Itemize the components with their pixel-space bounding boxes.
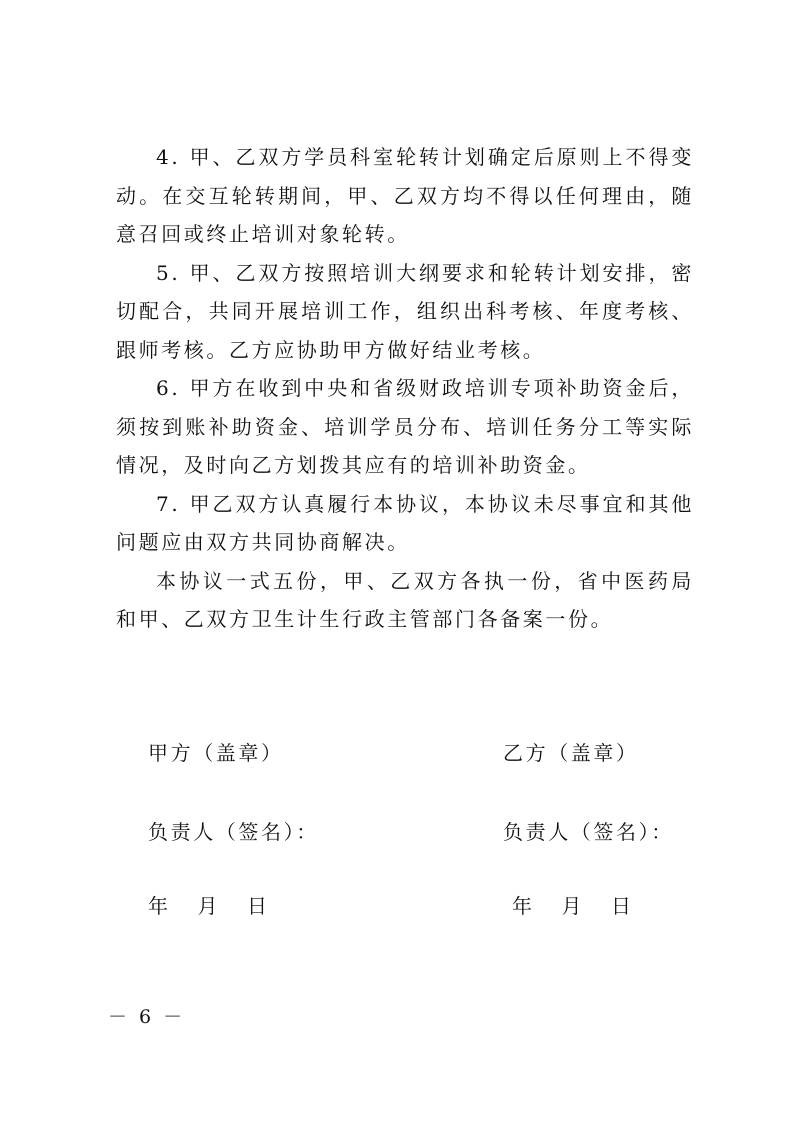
- clause-7: 7. 甲乙双方认真履行本协议，本协议未尽事宜和其他问题应由双方共同协商解决。: [116, 491, 694, 554]
- party-b-signatory-label: 负责人（签名）：: [503, 820, 674, 844]
- clause-5: 5. 甲、乙双方按照培训大纲要求和轮转计划安排，密切配合，共同开展培训工作，组织出科考核、年度考核、跟师考核。乙方应协助甲方做好结业考核。: [116, 260, 694, 362]
- clause-6: 6. 甲方在收到中央和省级财政培训专项补助资金后，须按到账补助资金、培训学员分布、培训任务分工等实际情况，及时向乙方划拨其应有的培训补助资金。: [116, 376, 694, 477]
- party-b-seal-label: 乙方（盖章）: [503, 741, 639, 765]
- agreement-body: [116, 138, 694, 639]
- copies-statement: 本协议一式五份，甲、乙双方各执一份，省中医药局和甲、乙双方卫生计生行政主管部门各备案一份。: [116, 568, 694, 631]
- party-a-signatory-label: 负责人（签名）：: [148, 820, 319, 844]
- party-a-seal-label: 甲方（盖章）: [148, 741, 284, 765]
- party-a-date-label: 年 月 日: [148, 894, 270, 918]
- page-number: － 6 －: [108, 1006, 186, 1028]
- clause-4: 4. 甲、乙双方学员科室轮转计划确定后原则上不得变动。在交互轮转期间，甲、乙双方均不得以任何理由，随意召回或终止培训对象轮转。: [116, 145, 694, 246]
- party-b-date-label: 年 月 日: [512, 894, 634, 918]
